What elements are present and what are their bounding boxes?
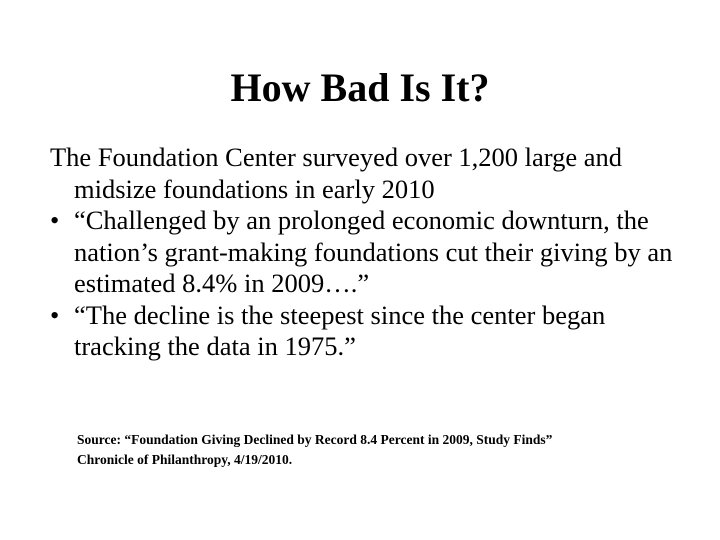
bullet-icon: • (50, 205, 60, 235)
slide-body (50, 142, 690, 363)
slide-title: How Bad Is It? (230, 65, 490, 110)
source-citation (77, 430, 697, 470)
source-line-1: Source: “Foundation Giving Declined by Record 8.4 Percent in 2009, Study Finds” (77, 432, 553, 447)
intro-paragraph: The Foundation Center surveyed over 1,200 large and midsize foundations in early 2010 (50, 142, 623, 204)
bullet-item (50, 300, 690, 363)
bullet-text: “The decline is the steepest since the center began tracking the data in 1975.” (74, 299, 606, 361)
bullet-icon: • (50, 299, 60, 330)
bullet-text: “Challenged by an prolonged economic downturn, the nation’s grant-making foundations cut their giving by an estimated 8.4% in 2009….” (74, 205, 673, 298)
bullet-item (50, 205, 690, 300)
source-line-2: Chronicle of Philanthropy, 4/19/2010. (77, 452, 293, 467)
